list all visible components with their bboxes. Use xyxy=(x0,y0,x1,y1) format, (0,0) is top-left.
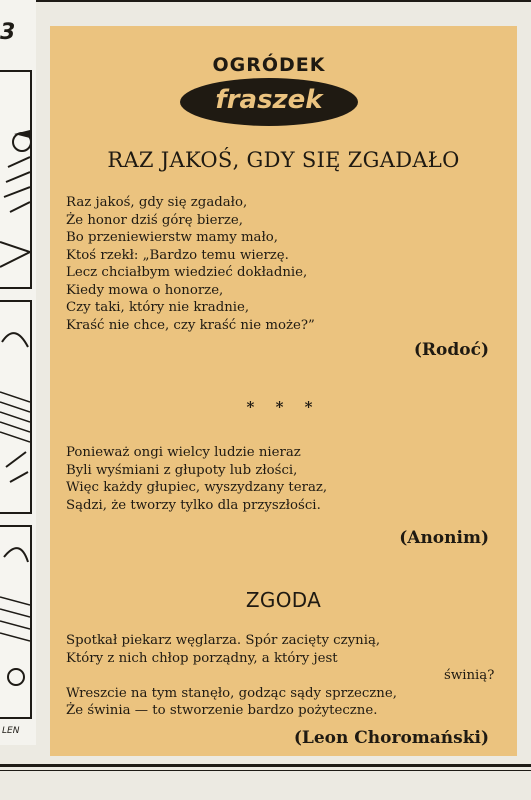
comic-panel xyxy=(0,70,32,289)
verse-line: Byli wyśmiani z głupoty lub złości, xyxy=(66,462,298,478)
verse-line: Raz jakoś, gdy się zgadało, xyxy=(66,195,248,210)
verse-line: Który z nich chłop porządny, a który jest xyxy=(66,650,338,666)
bottom-rule xyxy=(0,764,531,767)
section-separator: * * * xyxy=(246,398,321,416)
poetry-column xyxy=(50,26,517,756)
verse-line: Że honor dziś górę bierze, xyxy=(66,212,243,228)
verse-line: Kiedy mowa o honorze, xyxy=(66,282,224,298)
column-logo xyxy=(178,54,360,150)
artist-signature: LEN xyxy=(2,726,20,736)
verse-line: Wreszcie na tym stanęło, godząc sądy sprzeczne, xyxy=(66,685,397,701)
verse-line: Że świnia — to stworzenie bardzo pożyteczne. xyxy=(66,703,378,718)
verse-line: Sądzi, że tworzy tylko dla przyszłości. xyxy=(66,497,321,513)
strip-number: 3 xyxy=(0,20,16,45)
verse-line: Kraść nie chce, czy kraść nie może?” xyxy=(66,317,315,333)
verse-line: Ktoś rzekł: „Bardzo temu wierzę. xyxy=(66,247,289,263)
comic-drawing xyxy=(0,72,30,287)
comic-panel xyxy=(0,525,32,719)
verse-line: Lecz chciałbym wiedzieć dokładnie, xyxy=(66,265,308,280)
comic-panel xyxy=(0,300,32,514)
verse-line: Czy taki, który nie kradnie, xyxy=(66,300,250,315)
poem-title: ZGODA xyxy=(245,588,322,612)
verse-line: Ponieważ ongi wielcy ludzie nieraz xyxy=(66,445,301,460)
comic-drawing xyxy=(0,527,30,717)
logo-top-text: OGRÓDEK xyxy=(212,54,326,76)
poem-author: (Rodoć) xyxy=(413,340,489,360)
poem-verse xyxy=(66,632,506,720)
bottom-rule-thin xyxy=(0,770,531,771)
verse-line: Bo przeniewierstw mamy mało, xyxy=(66,230,279,245)
verse-line: Więc każdy głupiec, wyszydzany teraz, xyxy=(66,480,328,495)
comic-strip-fragment xyxy=(0,0,36,745)
top-rule xyxy=(36,0,531,2)
comic-drawing xyxy=(0,302,30,512)
poem-title: RAZ JAKOŚ, GDY SIĘ ZGADAŁO xyxy=(107,148,460,172)
poem-verse xyxy=(66,194,506,334)
poem-verse xyxy=(66,444,506,514)
logo-bottom-text: fraszek xyxy=(215,85,323,115)
verse-line: Spotkał piekarz węglarza. Spór zacięty czynią, xyxy=(66,633,381,648)
poem-author: (Leon Choromański) xyxy=(293,728,489,748)
verse-line: świnią? xyxy=(444,668,495,683)
poem-author: (Anonim) xyxy=(399,528,489,548)
